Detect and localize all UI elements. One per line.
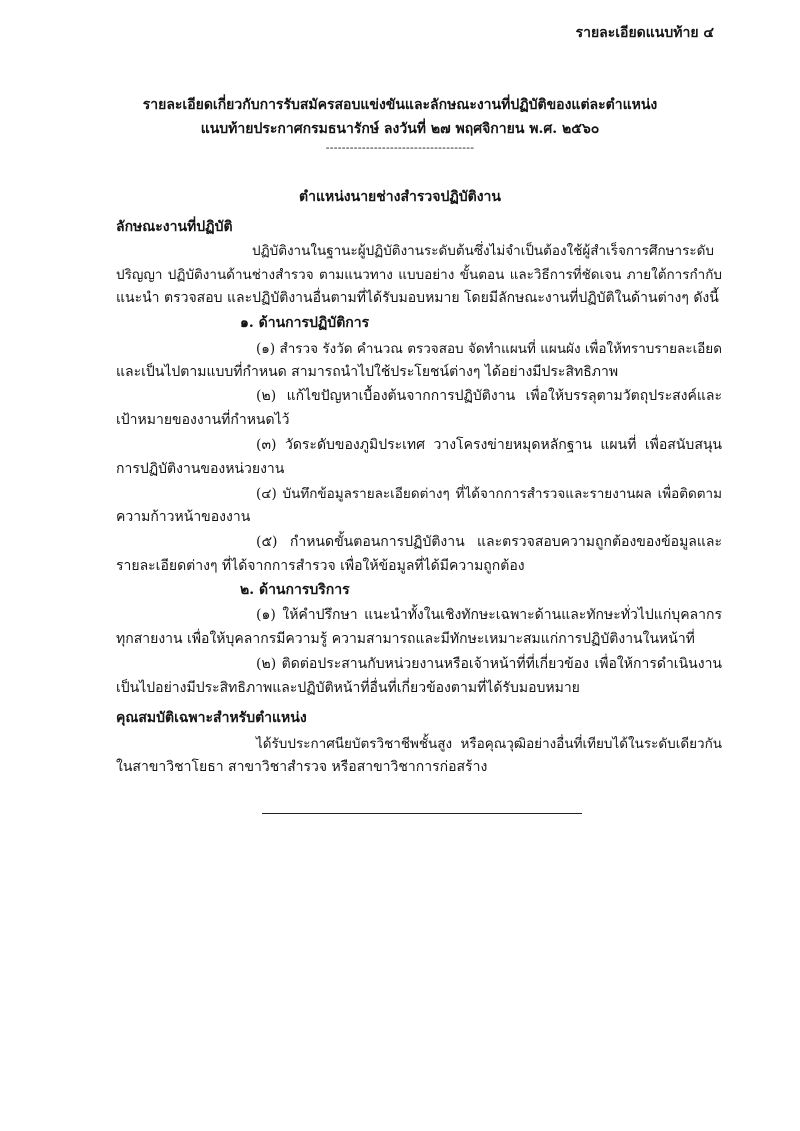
job-nature-intro-line-3: แนะนำ ตรวจสอบ และปฏิบัติงานอื่นตามที่ได้รับมอบหมาย โดยมีลักษณะงานที่ปฏิบัติในด้านต่างๆ ดังนี้: [116, 290, 719, 306]
qualifications-line-1: ได้รับประกาศนียบัตรวิชาชีพชั้นสูง หรือคุณวุฒิอย่างอื่นที่เทียบได้ในระดับเดียวกัน: [256, 736, 722, 752]
services-item-2-line-1: (๒) ติดต่อประสานกับหน่วยงานหรือเจ้าหน้าที่ที่เกี่ยวข้อง เพื่อให้การดำเนินงาน: [256, 656, 722, 672]
operations-item-2-line-2: เป้าหมายของงานที่กำหนดไว้: [116, 412, 290, 428]
operations-heading: ๑. ด้านการปฏิบัติการ: [240, 315, 370, 331]
position-title: ตำแหน่งนายช่างสำรวจปฏิบัติงาน: [299, 189, 501, 205]
operations-item-1-line-2: และเป็นไปตามแบบที่กำหนด สามารถนำไปใช้ประโยชน์ต่างๆ ได้อย่างมีประสิทธิภาพ: [116, 364, 619, 380]
annex-label: รายละเอียดแนบท้าย ๔: [575, 25, 714, 41]
operations-item-3-line-1: (๓) วัดระดับของภูมิประเทศ วางโครงข่ายหมุดหลักฐาน แผนที่ เพื่อสนับสนุน: [256, 437, 722, 453]
operations-item-4-line-1: (๔) บันทึกข้อมูลรายละเอียดต่างๆ ที่ได้จากการสำรวจและรายงานผล เพื่อติดตาม: [256, 486, 722, 502]
operations-item-4-line-2: ความก้าวหน้าของงาน: [116, 509, 251, 525]
qualifications-heading: คุณสมบัติเฉพาะสำหรับตำแหน่ง: [116, 710, 307, 726]
operations-item-5-line-2: รายละเอียดต่างๆ ที่ได้จากการสำรวจ เพื่อให้ข้อมูลที่ได้มีความถูกต้อง: [116, 558, 525, 574]
services-item-2-line-2: เป็นไปอย่างมีประสิทธิภาพและปฏิบัติหน้าที่อื่นที่เกี่ยวข้องตามที่ได้รับมอบหมาย: [116, 680, 580, 696]
services-heading: ๒. ด้านการบริการ: [240, 582, 350, 598]
services-item-1-line-1: (๑) ให้คำปรึกษา แนะนำทั้งในเชิงทักษะเฉพาะด้านและทักษะทั่วไปแก่บุคลากร: [256, 607, 722, 623]
job-nature-heading: ลักษณะงานที่ปฏิบัติ: [116, 219, 233, 235]
job-nature-intro-line-2: ปริญญา ปฏิบัติงานด้านช่างสำรวจ ตามแนวทาง แบบอย่าง ขั้นตอน และวิธีการที่ชัดเจน ภายใต้การกำกับ: [116, 267, 722, 283]
operations-item-3-line-2: การปฏิบัติงานของหน่วยงาน: [116, 461, 285, 477]
qualifications-line-2: ในสาขาวิชาโยธา สาขาวิชาสำรวจ หรือสาขาวิชาการก่อสร้าง: [116, 759, 488, 775]
title-line-2: แนบท้ายประกาศกรมธนารักษ์ ลงวันที่ ๒๗ พฤศจิกายน พ.ศ. ๒๕๖๐: [200, 121, 600, 137]
services-item-1-line-2: ทุกสายงาน เพื่อให้บุคลากรมีความรู้ ความสามารถและมีทักษะเหมาะสมแก่การปฏิบัติงานในหน้าที่: [116, 631, 695, 647]
job-nature-intro-line-1: ปฏิบัติงานในฐานะผู้ปฏิบัติงานระดับต้นซึ่งไม่จำเป็นต้องใช้ผู้สำเร็จการศึกษาระดับ: [252, 243, 714, 259]
operations-item-2-line-1: (๒) แก้ไขปัญหาเบื้องต้นจากการปฏิบัติงาน เพื่อให้บรรลุตามวัตถุประสงค์และ: [256, 388, 722, 404]
closing-rule: [262, 813, 582, 814]
dash-rule: -------------------------------------: [325, 141, 475, 154]
operations-item-5-line-1: (๕) กำหนดขั้นตอนการปฏิบัติงาน และตรวจสอบความถูกต้องของข้อมูลและ: [256, 534, 722, 550]
title-line-1: รายละเอียดเกี่ยวกับการรับสมัครสอบแข่งขันและลักษณะงานที่ปฏิบัติของแต่ละตำแหน่ง: [142, 97, 658, 113]
operations-item-1-line-1: (๑) สำรวจ รังวัด คำนวณ ตรวจสอบ จัดทำแผนที่ แผนผัง เพื่อให้ทราบรายละเอียด: [256, 341, 722, 357]
